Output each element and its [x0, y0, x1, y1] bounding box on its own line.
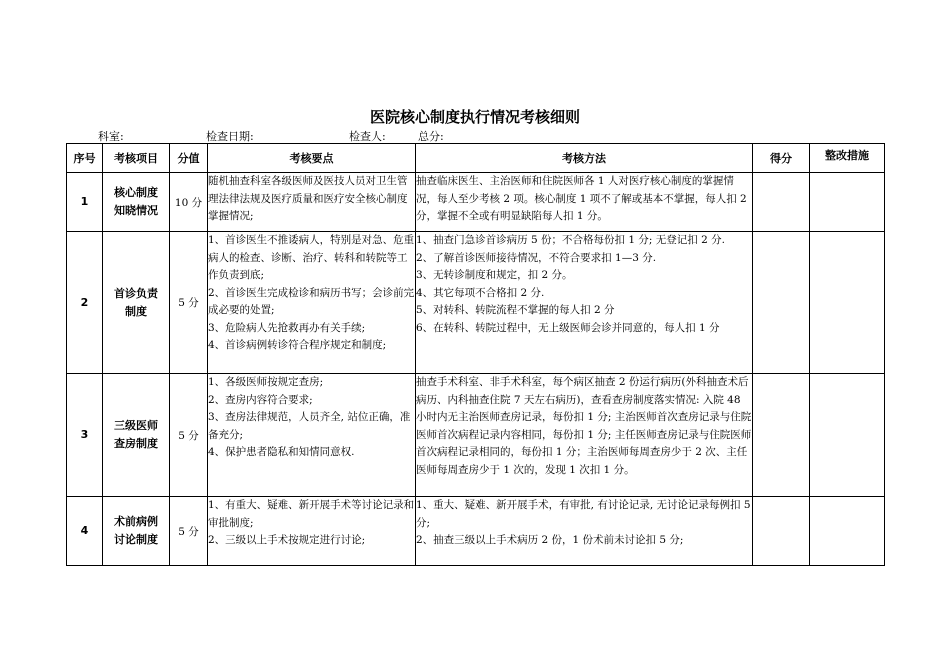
inspector-label: 检查人: [349, 130, 386, 143]
document-title: 医院核心制度执行情况考核细则 [369, 108, 580, 126]
score-value: 10 分 [170, 173, 208, 232]
header-points: 考核要点 [208, 144, 416, 173]
table-row [67, 232, 885, 374]
corrective-action-cell[interactable] [810, 232, 885, 374]
table-header-row [67, 144, 885, 173]
total-score-label: 总分: [418, 130, 444, 143]
header-no: 序号 [67, 144, 103, 173]
score-got-cell[interactable] [753, 497, 810, 566]
header-item: 考核项目 [103, 144, 170, 173]
department-label: 科室: [98, 130, 124, 143]
score-got-cell[interactable] [753, 232, 810, 374]
row-number: 4 [67, 497, 103, 566]
assessment-points: 1、各级医师按规定查房; 2、查房内容符合要求; 3、查房法律规范，人员齐全, 站位正确，准备充分; 4、保护患者隐私和知情同意权. [208, 374, 416, 497]
table-row [67, 173, 885, 232]
assessment-method: 抽查手术科室、非手术科室，每个病区抽查 2 份运行病历(外科抽查术后病历、内科抽查住院 7 天左右病历)，查看查房制度落实情况: 入院 48 小时内无主治医师查房记录，每份扣 1 分; 主治医师首次查房记录与住院医师首次病程记录内容相同，每份扣 1 分; 主任医师查房记录与住院医师首次病程记录相同的，每份扣 1 分；主治医师每周查房少于 2 次、主任医师每周查房少于 1 次的，发现 1 次扣 1 分。 [416, 374, 753, 497]
row-number: 2 [67, 232, 103, 374]
header-got: 得分 [753, 144, 810, 173]
assessment-item: 核心制度 知晓情况 [103, 173, 170, 232]
score-value: 5 分 [170, 497, 208, 566]
table-row [67, 497, 885, 566]
row-number: 3 [67, 374, 103, 497]
assessment-table [66, 143, 885, 566]
header-action: 整改措施 [810, 144, 885, 173]
assessment-points: 1、有重大、疑难、新开展手术等讨论记录和审批制度; 2、三级以上手术按规定进行讨论; [208, 497, 416, 566]
corrective-action-cell[interactable] [810, 497, 885, 566]
score-value: 5 分 [170, 232, 208, 374]
corrective-action-cell[interactable] [810, 374, 885, 497]
corrective-action-cell[interactable] [810, 173, 885, 232]
assessment-points: 随机抽查科室各级医师及医技人员对卫生管理法律法规及医疗质量和医疗安全核心制度掌握情况; [208, 173, 416, 232]
inspection-info-line [0, 128, 950, 142]
assessment-method: 抽查临床医生、主治医师和住院医师各 1 人对医疗核心制度的掌握情况，每人至少考核 2 项。核心制度 1 项不了解或基本不掌握，每人扣 2 分，掌握不全或有明显缺陷每人扣 1 分。 [416, 173, 753, 232]
check-date-label: 检查日期: [206, 130, 254, 143]
assessment-item: 首诊负责 制度 [103, 232, 170, 374]
assessment-method: 1、抽查门急诊首诊病历 5 份；不合格每份扣 1 分; 无登记扣 2 分. 2、了解首诊医师接待情况，不符合要求扣 1—3 分. 3、无转诊制度和规定，扣 2 分。 4、其它每项不合格扣 2 分. 5、对转科、转院流程不掌握的每人扣 2 分 6、在转科、转院过程中，无上级医师会诊并同意的，每人扣 1 分 [416, 232, 753, 374]
assessment-method: 1、重大、疑难、新开展手术，有审批, 有讨论记录, 无讨论记录每例扣 5 分; 2、抽查三级以上手术病历 2 份，1 份术前未讨论扣 5 分; [416, 497, 753, 566]
row-number: 1 [67, 173, 103, 232]
header-method: 考核方法 [416, 144, 753, 173]
header-score: 分值 [170, 144, 208, 173]
score-got-cell[interactable] [753, 374, 810, 497]
assessment-item: 术前病例 讨论制度 [103, 497, 170, 566]
score-got-cell[interactable] [753, 173, 810, 232]
assessment-item: 三级医师 查房制度 [103, 374, 170, 497]
table-row [67, 374, 885, 497]
score-value: 5 分 [170, 374, 208, 497]
assessment-points: 1、首诊医生不推诿病人，特别是对急、危重病人的检查、诊断、治疗、转科和转院等工作负责到底; 2、首诊医生完成检诊和病历书写；会诊前完成必要的处置; 3、危险病人先抢救再办有关手续; 4、首诊病例转诊符合程序规定和制度; [208, 232, 416, 374]
